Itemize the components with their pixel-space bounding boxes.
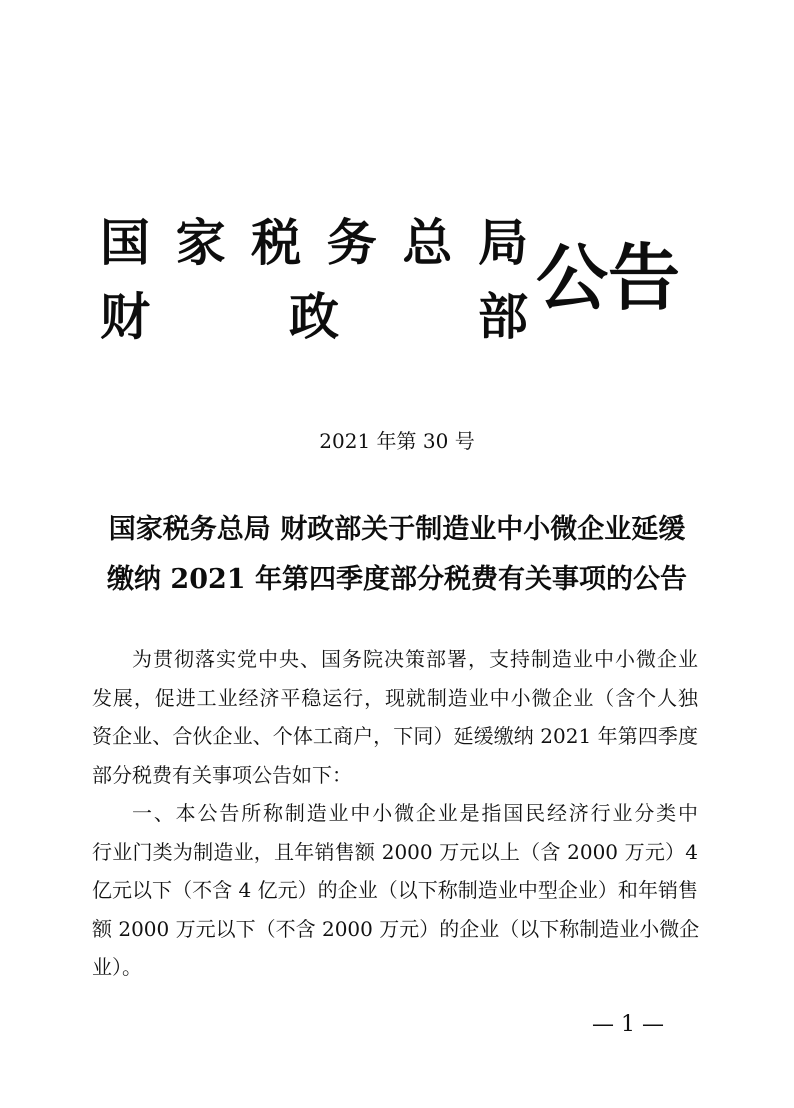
body-line: 一、本公告所称制造业中小微企业是指国民经济行业分类中 [132,801,698,825]
page-number: — 1 — [592,1012,664,1037]
body-line: 额 2000 万元以下（不含 2000 万元）的企业（以下称制造业小微企 [92,916,700,941]
header-char: 总 [402,213,453,272]
authority-finance-ministry [100,286,528,348]
authority-tax-bureau [100,212,528,274]
document-number: 2021 年第 30 号 [319,429,475,453]
title-line-2: 缴纳 2021 年第四季度部分税费有关事项的公告 [107,564,687,595]
body-line: 亿元以下（不含 4 亿元）的企业（以下称制造业中型企业）和年销售 [92,878,698,902]
header-char: 局 [477,213,528,272]
body-line: 为贯彻落实党中央、国务院决策部署，支持制造业中小微企业 [132,647,698,671]
header-char: 务 [326,213,377,272]
header-char: 部 [478,287,528,346]
body-line: 部分税费有关事项公告如下： [92,762,352,787]
body-line: 行业门类为制造业，且年销售额 2000 万元以上（含 2000 万元）4 [92,839,698,864]
body-line: 资企业、合伙企业、个体工商户，下同）延缓缴纳 2021 年第四季度 [92,724,698,748]
document-body [92,640,698,987]
announcement-label: 公告 [536,235,681,320]
body-line: 业）。 [92,955,142,979]
title-line-1: 国家税务总局 财政部关于制造业中小微企业延缓 [108,514,686,545]
header-char: 政 [289,287,339,346]
issuing-authorities [100,212,528,348]
body-line: 发展，促进工业经济平稳运行，现就制造业中小微企业（含个人独 [92,685,698,710]
header-char: 国 [100,213,150,272]
header-char: 家 [175,213,226,272]
header-char: 税 [251,213,302,272]
document-title [60,505,734,605]
header-char: 财 [100,287,150,346]
